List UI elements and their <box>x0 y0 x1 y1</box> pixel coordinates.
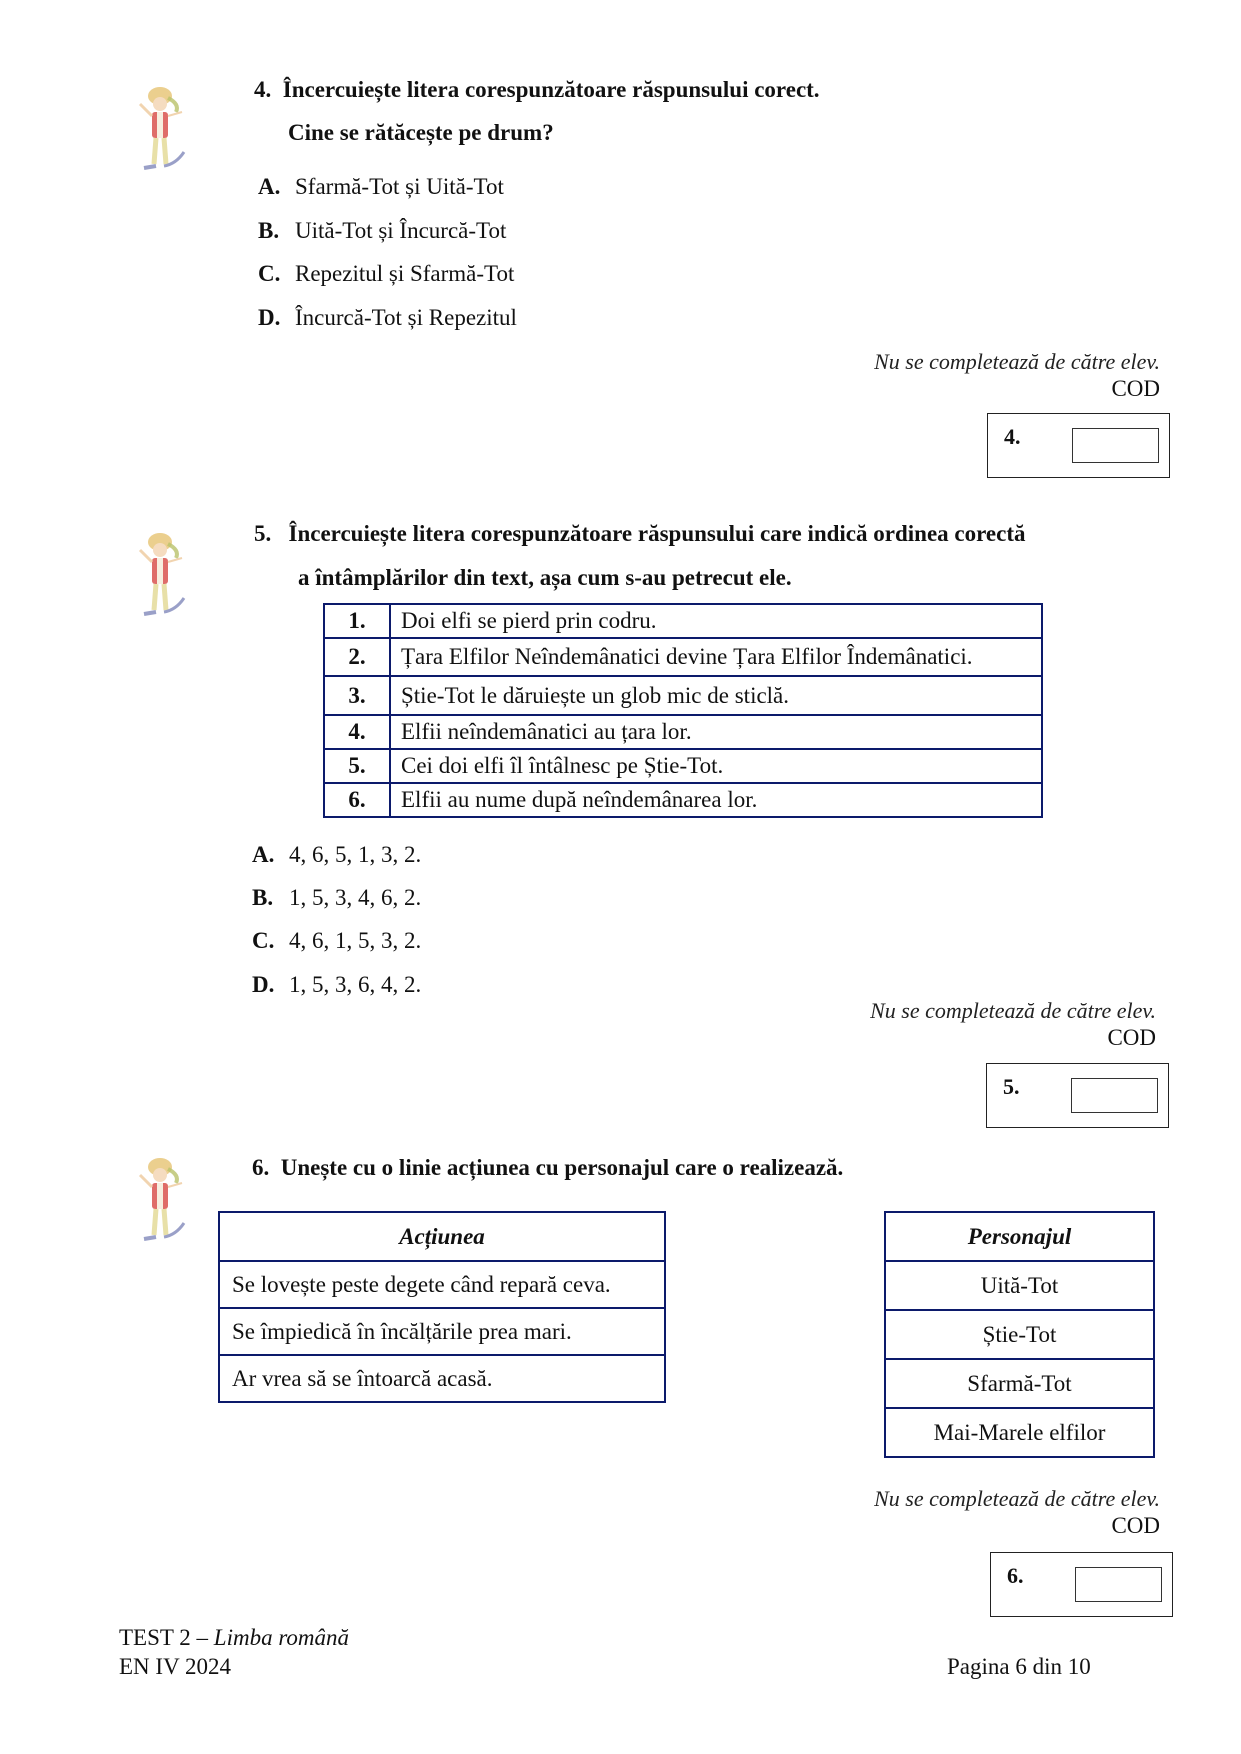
cod-score-field[interactable] <box>1071 1078 1158 1113</box>
table-header-row <box>219 1212 665 1261</box>
grader-note: Nu se completează de către elev. <box>874 1486 1160 1511</box>
table-row <box>324 749 1042 783</box>
option-d[interactable] <box>258 304 517 332</box>
option-letter: B. <box>258 218 280 243</box>
table-row <box>885 1408 1154 1457</box>
page-number: Pagina 6 din 10 <box>947 1654 1091 1679</box>
grader-note: Nu se completează de către elev. <box>870 998 1156 1023</box>
question-instruction: Unește cu o linie acțiunea cu personajul care o realizează. <box>280 1155 844 1180</box>
option-text: Încurcă-Tot și Repezitul <box>295 305 517 330</box>
elf-illustration-icon <box>130 82 190 177</box>
character-item[interactable]: Mai-Marele elfilor <box>885 1408 1154 1457</box>
question-5-prompt: a întâmplărilor din text, așa cum s-au petrecut ele. <box>298 565 792 590</box>
events-table <box>323 603 1043 818</box>
table-row <box>324 676 1042 715</box>
event-number: 2. <box>324 638 390 676</box>
cod-box-5 <box>986 1063 1169 1128</box>
question-6-heading <box>252 1154 843 1182</box>
cod-box-4 <box>987 413 1170 478</box>
question-instruction: Încercuiește litera corespunzătoare răspunsului care indică ordinea corectă <box>288 521 1026 546</box>
question-number: 6. <box>252 1155 270 1180</box>
option-text: Repezitul și Sfarmă-Tot <box>295 261 515 286</box>
question-number: 4. <box>254 77 272 102</box>
action-item[interactable]: Se împiedică în încălțările prea mari. <box>219 1308 665 1355</box>
option-text: Uită-Tot și Încurcă-Tot <box>295 218 507 243</box>
action-item[interactable]: Ar vrea să se întoarcă acasă. <box>219 1355 665 1402</box>
characters-header: Personajul <box>885 1212 1154 1261</box>
option-a[interactable] <box>252 841 421 869</box>
cod-number: 4. <box>1004 424 1021 449</box>
option-letter: D. <box>258 305 281 330</box>
question-5-heading <box>254 520 1025 548</box>
table-row <box>885 1261 1154 1310</box>
cod-box-6 <box>990 1552 1173 1617</box>
characters-table <box>884 1211 1155 1458</box>
table-row <box>219 1355 665 1402</box>
elf-illustration-icon <box>130 1153 190 1248</box>
option-text: Sfarmă-Tot și Uită-Tot <box>295 174 504 199</box>
footer-test-number: TEST 2 – <box>119 1625 214 1650</box>
table-row <box>324 638 1042 676</box>
actions-header: Acțiunea <box>219 1212 665 1261</box>
cod-number: 5. <box>1003 1074 1020 1099</box>
option-letter: D. <box>252 972 275 997</box>
event-text: Știe-Tot le dăruiește un glob mic de sticlă. <box>390 676 1042 715</box>
question-4-prompt: Cine se rătăcește pe drum? <box>288 120 554 145</box>
option-b[interactable] <box>252 884 421 912</box>
option-letter: B. <box>252 885 274 910</box>
cod-score-field[interactable] <box>1072 428 1159 463</box>
event-number: 6. <box>324 783 390 817</box>
table-header-row <box>885 1212 1154 1261</box>
cod-label: COD <box>1107 1025 1156 1050</box>
option-letter: C. <box>252 928 275 953</box>
event-text: Elfii au nume după neîndemânarea lor. <box>390 783 1042 817</box>
elf-illustration-icon <box>130 528 190 623</box>
actions-table <box>218 1211 666 1403</box>
grader-note: Nu se completează de către elev. <box>874 349 1160 374</box>
table-row <box>219 1261 665 1308</box>
character-item[interactable]: Știe-Tot <box>885 1310 1154 1359</box>
option-letter: C. <box>258 261 281 286</box>
option-text: 4, 6, 5, 1, 3, 2. <box>289 842 422 867</box>
option-a[interactable] <box>258 173 504 201</box>
action-item[interactable]: Se lovește peste degete când repară ceva. <box>219 1261 665 1308</box>
event-number: 5. <box>324 749 390 783</box>
option-text: 1, 5, 3, 4, 6, 2. <box>289 885 422 910</box>
question-number: 5. <box>254 521 272 546</box>
table-row <box>219 1308 665 1355</box>
table-row <box>324 715 1042 749</box>
table-row <box>324 604 1042 638</box>
cod-label: COD <box>1111 376 1160 401</box>
table-row <box>885 1310 1154 1359</box>
option-c[interactable] <box>252 927 421 955</box>
event-text: Cei doi elfi îl întâlnesc pe Știe-Tot. <box>390 749 1042 783</box>
option-b[interactable] <box>258 217 506 245</box>
cod-number: 6. <box>1007 1563 1024 1588</box>
character-item[interactable]: Uită-Tot <box>885 1261 1154 1310</box>
event-number: 4. <box>324 715 390 749</box>
event-text: Elfii neîndemânatici au țara lor. <box>390 715 1042 749</box>
event-text: Țara Elfilor Neîndemânatici devine Țara Elfilor Îndemânatici. <box>390 638 1042 676</box>
option-text: 4, 6, 1, 5, 3, 2. <box>289 928 422 953</box>
option-d[interactable] <box>252 971 421 999</box>
event-number: 1. <box>324 604 390 638</box>
cod-label: COD <box>1111 1513 1160 1538</box>
option-letter: A. <box>252 842 275 867</box>
event-text: Doi elfi se pierd prin codru. <box>390 604 1042 638</box>
footer-exam: EN IV 2024 <box>119 1654 232 1679</box>
footer-subject: Limba română <box>213 1625 350 1650</box>
cod-score-field[interactable] <box>1075 1567 1162 1602</box>
option-letter: A. <box>258 174 281 199</box>
question-instruction: Încercuiește litera corespunzătoare răspunsului corect. <box>282 77 820 102</box>
table-row <box>885 1359 1154 1408</box>
option-text: 1, 5, 3, 6, 4, 2. <box>289 972 422 997</box>
character-item[interactable]: Sfarmă-Tot <box>885 1359 1154 1408</box>
footer-test-label <box>119 1623 349 1653</box>
question-4-heading <box>254 76 820 104</box>
option-c[interactable] <box>258 260 514 288</box>
table-row <box>324 783 1042 817</box>
event-number: 3. <box>324 676 390 715</box>
